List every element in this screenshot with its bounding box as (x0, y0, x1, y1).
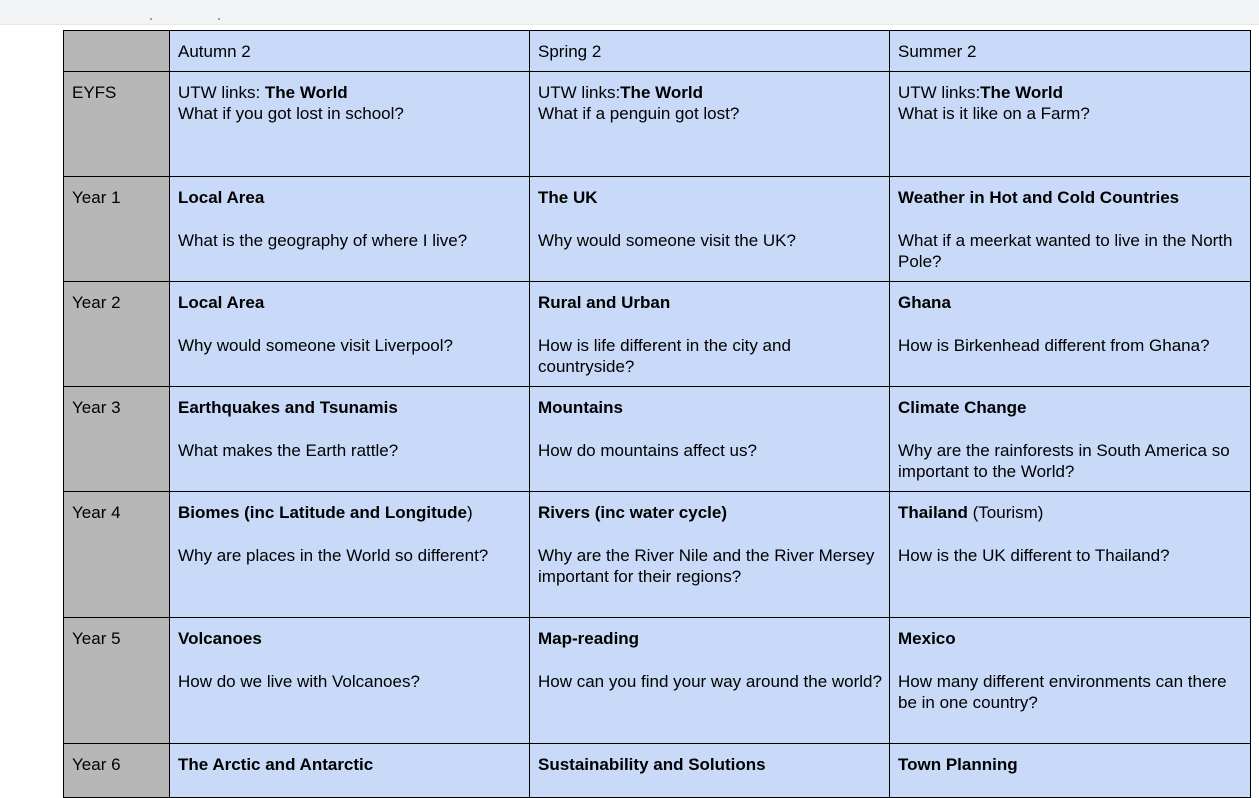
topic-cell (890, 492, 1251, 618)
topic-cell (530, 744, 890, 798)
topic-cell (890, 387, 1251, 492)
spacer (178, 418, 522, 440)
topic-title: Map-reading (538, 629, 640, 648)
enquiry-question: How is the UK different to Thailand? (898, 546, 1170, 565)
topic-line (898, 754, 1243, 775)
enquiry-question: Why are the rainforests in South America so important to the World? (898, 441, 1230, 481)
topic-prefix: UTW links: (898, 83, 981, 102)
enquiry-question: Why would someone visit Liverpool? (178, 336, 453, 355)
year-label: Year 6 (72, 755, 121, 774)
table-row (64, 177, 1251, 282)
topic-cell (530, 72, 890, 177)
geography-curriculum-table (63, 30, 1251, 798)
enquiry-question: How is life different in the city and countryside? (538, 336, 791, 376)
spacer (538, 649, 882, 671)
term-header-2 (890, 31, 1251, 72)
year-cell (64, 744, 170, 798)
spacer (178, 649, 522, 671)
enquiry-question: How is Birkenhead different from Ghana? (898, 336, 1210, 355)
table-row (64, 744, 1251, 798)
header-row (64, 31, 1251, 72)
topic-title: Weather in Hot and Cold Countries (898, 188, 1180, 207)
topic-line (898, 82, 1243, 103)
topic-title: Sustainability and Solutions (538, 755, 766, 774)
topic-title: The Arctic and Antarctic (178, 755, 374, 774)
toolbar-strip (0, 0, 1259, 25)
topic-cell (530, 177, 890, 282)
topic-title: Local Area (178, 188, 265, 207)
topic-line (178, 292, 522, 313)
topic-line (178, 502, 522, 523)
enquiry-question: What if a meerkat wanted to live in the North Pole? (898, 231, 1233, 271)
topic-title: Biomes (inc Latitude and Longitude (178, 503, 467, 522)
year-cell (64, 618, 170, 744)
topic-line (538, 502, 882, 523)
topic-cell (530, 282, 890, 387)
table-row (64, 387, 1251, 492)
spacer (898, 418, 1243, 440)
topic-line (178, 187, 522, 208)
enquiry-question: Why are the River Nile and the River Mersey important for their regions? (538, 546, 875, 586)
topic-title: Mexico (898, 629, 956, 648)
term-header-0 (170, 31, 530, 72)
spacer (178, 208, 522, 230)
topic-line (178, 82, 522, 103)
topic-title: Climate Change (898, 398, 1027, 417)
enquiry-question: What makes the Earth rattle? (178, 441, 399, 460)
enquiry-question: How many different environments can there be in one country? (898, 672, 1227, 712)
topic-cell (170, 618, 530, 744)
topic-line (538, 292, 882, 313)
spacer (178, 313, 522, 335)
topic-title: The World (264, 83, 348, 102)
topic-cell (530, 492, 890, 618)
topic-title: The World (620, 83, 703, 102)
table-row (64, 72, 1251, 177)
spacer (898, 523, 1243, 545)
spacer (538, 313, 882, 335)
year-cell (64, 72, 170, 177)
topic-line (538, 187, 882, 208)
topic-title: The UK (538, 188, 598, 207)
topic-prefix: UTW links: (538, 83, 621, 102)
table-row (64, 492, 1251, 618)
term-label: Spring 2 (538, 42, 602, 61)
spacer (178, 523, 522, 545)
topic-line (538, 82, 882, 103)
topic-cell (170, 387, 530, 492)
topic-line (538, 754, 882, 775)
enquiry-question: What if you got lost in school? (178, 104, 404, 123)
spacer (898, 313, 1243, 335)
topic-line (178, 397, 522, 418)
topic-line (898, 502, 1243, 523)
topic-line (538, 397, 882, 418)
topic-title: Town Planning (898, 755, 1018, 774)
spacer (538, 523, 882, 545)
topic-title: The World (980, 83, 1063, 102)
topic-title: Ghana (898, 293, 951, 312)
topic-title: Local Area (178, 293, 265, 312)
spacer (898, 649, 1243, 671)
enquiry-question: What is the geography of where I live? (178, 231, 468, 250)
spacer (178, 775, 522, 797)
topic-line (898, 292, 1243, 313)
topic-line (538, 628, 882, 649)
enquiry-question: How can you find your way around the world? (538, 672, 882, 691)
topic-cell (890, 177, 1251, 282)
topic-cell (170, 177, 530, 282)
year-label: EYFS (72, 83, 117, 102)
topic-cell (890, 618, 1251, 744)
spacer (898, 208, 1243, 230)
spacer (538, 775, 882, 797)
topic-line (898, 397, 1243, 418)
enquiry-question: How do we live with Volcanoes? (178, 672, 420, 691)
spacer (898, 775, 1243, 797)
topic-cell (170, 72, 530, 177)
enquiry-question: How do mountains affect us? (538, 441, 757, 460)
table-row (64, 618, 1251, 744)
year-cell (64, 387, 170, 492)
year-cell (64, 492, 170, 618)
topic-title: Volcanoes (178, 629, 262, 648)
topic-cell (890, 744, 1251, 798)
enquiry-question: Why are places in the World so different? (178, 546, 489, 565)
topic-cell (890, 282, 1251, 387)
year-label: Year 5 (72, 629, 121, 648)
topic-line (178, 628, 522, 649)
topic-suffix: ) (467, 503, 473, 522)
year-label: Year 1 (72, 188, 121, 207)
topic-line (898, 628, 1243, 649)
topic-title: Thailand (898, 503, 968, 522)
enquiry-question: What is it like on a Farm? (898, 104, 1090, 123)
term-label: Summer 2 (898, 42, 977, 61)
term-header-1 (530, 31, 890, 72)
topic-title: Earthquakes and Tsunamis (178, 398, 398, 417)
corner-cell (64, 31, 170, 72)
topic-suffix: (Tourism) (967, 503, 1044, 522)
topic-cell (170, 744, 530, 798)
enquiry-question: Why would someone visit the UK? (538, 231, 796, 250)
year-cell (64, 177, 170, 282)
year-label: Year 4 (72, 503, 121, 522)
topic-cell (170, 492, 530, 618)
table-row (64, 282, 1251, 387)
topic-cell (170, 282, 530, 387)
topic-cell (530, 387, 890, 492)
topic-prefix: UTW links: (178, 83, 265, 102)
spacer (538, 418, 882, 440)
year-cell (64, 282, 170, 387)
topic-title: Rural and Urban (538, 293, 671, 312)
spacer (538, 208, 882, 230)
topic-title: Mountains (538, 398, 623, 417)
term-label: Autumn 2 (178, 42, 251, 61)
topic-title: Rivers (inc water cycle) (538, 503, 727, 522)
topic-cell (890, 72, 1251, 177)
year-label: Year 3 (72, 398, 121, 417)
ruler-marks (150, 18, 230, 20)
topic-cell (530, 618, 890, 744)
enquiry-question: What if a penguin got lost? (538, 104, 740, 123)
topic-line (898, 187, 1243, 208)
year-label: Year 2 (72, 293, 121, 312)
topic-line (178, 754, 522, 775)
